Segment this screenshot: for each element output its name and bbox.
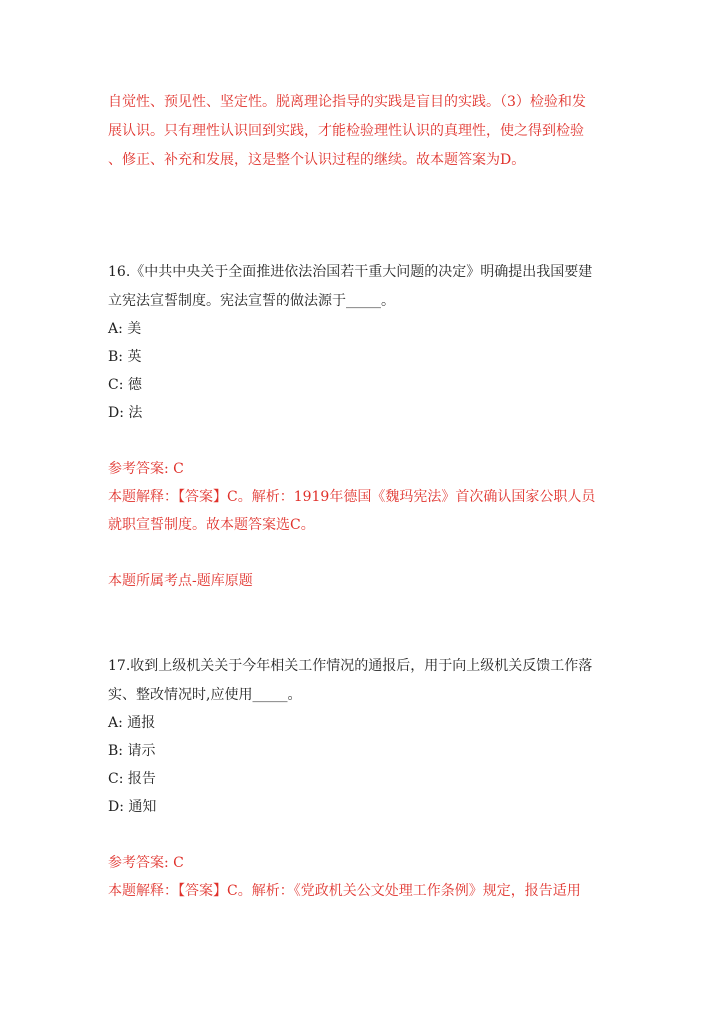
q17-answer: 参考答案: C	[108, 855, 184, 871]
q16-source: 本题所属考点-题库原题	[108, 573, 253, 589]
q16-option-d: D: 法	[108, 405, 143, 421]
intro-line-2: 展认识。只有理性认识回到实践，才能检验理性认识的真理性，使之得到检验	[108, 123, 584, 139]
q17-option-b: B: 请示	[108, 743, 156, 759]
intro-line-1: 自觉性、预见性、坚定性。脱离理论指导的实践是盲目的实践。（3）检验和发	[108, 94, 586, 110]
q16-question-line-1: 16.《中共中央关于全面推进依法治国若干重大问题的决定》明确提出我国要建	[108, 264, 593, 280]
q16-option-b: B: 英	[108, 349, 142, 365]
q17-option-c: C: 报告	[108, 771, 156, 787]
q17-question-line-2: 实、整改情况时,应使用_____。	[108, 687, 302, 703]
q16-question-line-2: 立宪法宣誓制度。宪法宣誓的做法源于_____。	[108, 293, 395, 309]
q17-question-line-1: 17.收到上级机关关于今年相关工作情况的通报后，用于向上级机关反馈工作落	[108, 658, 593, 674]
q17-option-d: D: 通知	[108, 799, 157, 815]
intro-line-3: 、修正、补充和发展，这是整个认识过程的继续。故本题答案为D。	[108, 152, 526, 168]
q16-answer: 参考答案: C	[108, 461, 184, 477]
q17-explanation-line-1: 本题解释：【答案】C。解析：《党政机关公文处理工作条例》规定，报告适用	[108, 883, 581, 899]
q16-option-c: C: 德	[108, 377, 142, 393]
q16-option-a: A: 美	[108, 321, 142, 337]
q17-option-a: A: 通报	[108, 715, 156, 731]
q16-explanation-line-2: 就职宣誓制度。故本题答案选C。	[108, 517, 315, 533]
q16-explanation-line-1: 本题解释：【答案】C。解析：1919年德国《魏玛宪法》首次确认国家公职人员	[108, 489, 596, 505]
